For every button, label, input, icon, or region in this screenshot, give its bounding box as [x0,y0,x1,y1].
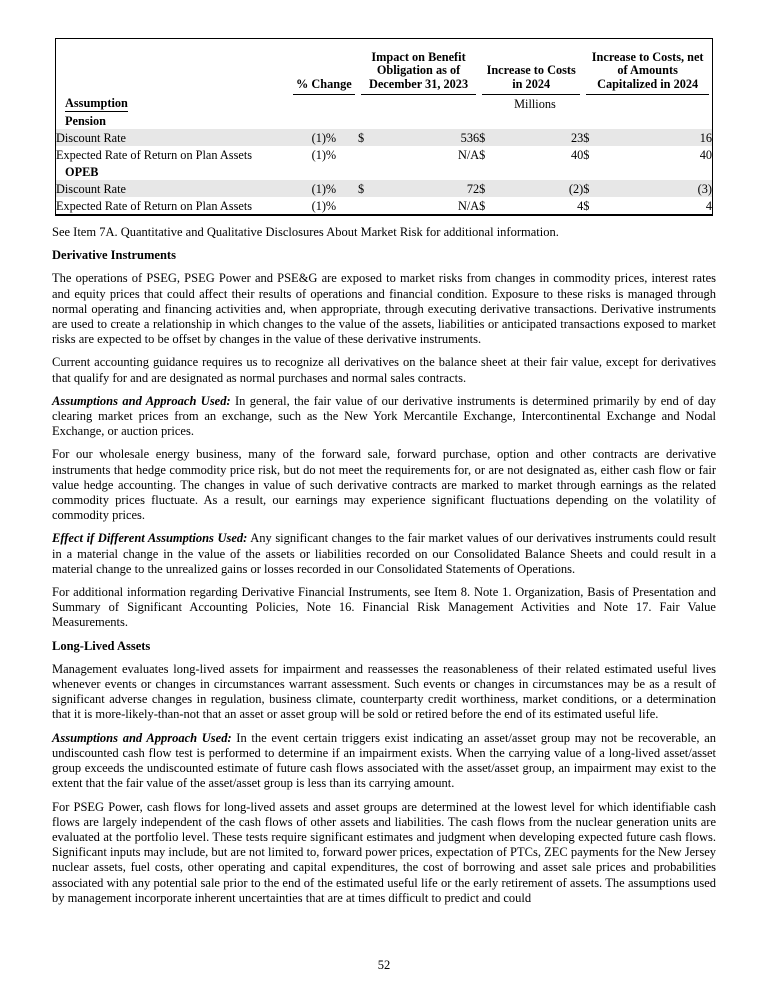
group-label: OPEB [65,165,99,179]
dollar-sign: $ [479,180,500,197]
dollar-sign: $ [583,180,606,197]
paragraph-lead: Effect if Different Assumptions Used: [52,531,248,546]
dollar-sign: $ [583,129,606,146]
note-see-item-7a: See Item 7A. Quantitative and Qualitative Disclosures About Market Risk for additional information. [52,225,559,239]
table-row-pension-discount-rate [56,129,713,146]
column-header-pct-change: % Change [293,78,355,95]
row-label: Discount Rate [56,180,290,197]
pct-change-value: (1)% [290,129,358,146]
assumption-label: Assumption [65,96,128,110]
header-impact [358,39,479,96]
table-group-row-opeb [56,163,713,180]
dollar-sign: $ [583,148,590,162]
pct-change-value: (1)% [290,180,358,197]
header-pct-change [290,39,358,96]
paragraph-assumptions-approach-derivatives [52,394,716,440]
dollar-sign: $ [583,199,590,213]
paragraph-text: In the event certain triggers exist indicating an asset/asset group may not be recoverable, an undiscounted cash flow test is performed to determine if an impairment exists. When the carrying value of a long-lived asset/asset group exceeds the undiscounted estimate of future cash flows associated with the asset/asset group, an impairment may exist to the extent that the fair value of the asset/asset group is less than its carrying amount. [52,730,716,791]
paragraph: For additional information regarding Derivative Financial Instruments, see Item 8. Note 1. Organization, Basis of Presentation and Summary of Significant Accounting Policies, Note 16. Financial Risk Management Activities and Note 17. Fair Value Measurements. [52,585,716,630]
group-label: Pension [65,114,106,128]
units-label: Millions [514,97,556,111]
increase-value: 23 [500,129,583,146]
header-assumption-spacer [56,39,290,96]
impact-value: N/A [457,199,480,213]
increase-net-value: 16 [606,129,712,146]
increase-value: (2) [500,180,583,197]
paragraph: For PSEG Power, cash flows for long-lived assets and asset groups are determined at the lowest level for which identifiable cash flows are largely independent of the cash flows of other assets and liabilities. The cash flows from the nuclear generation units are evaluated at the portfolio level. These tests require significant estimates and judgment when developing expected future cash flows. Significant inputs may include, but are not limited to, forward power prices, expectation of PTCs, ZEC payments for the New Jersey nuclear assets, fuel costs, other operating and capital expenditures, the cost of borrowing and asset sale prices and probabilities associated with any potential sale prior to the end of the estimated useful life or the early retirement of assets. The assumptions used by management incorporate inherent uncertainties that are at times difficult to predict and could [52,799,716,905]
header-increase-net [583,39,712,96]
table-header-row [56,39,713,96]
impact-value: 536 [380,129,479,146]
dollar-sign: $ [479,129,500,146]
dollar-sign [358,146,380,163]
impact-value: N/A [457,148,480,162]
paragraph-effect-different-assumptions [52,531,716,577]
assumption-table-section [55,0,713,216]
row-label: Expected Rate of Return on Plan Assets [56,148,253,162]
dollar-sign: $ [479,148,486,162]
increase-value: 4 [577,199,584,213]
pct-change-value: (1)% [311,199,337,213]
pct-change-value: (1)% [311,148,337,162]
paragraph: Management evaluates long-lived assets for impairment and reassesses the reasonableness of their related estimated useful lives whenever events or changes in circumstances warrant assessment. Such events or changes in circumstances may be as a result of significant adverse changes in regulation, business climate, counterparty credit worthiness, market conditions, or a determination that it is more-likely-than-not that an asset or asset group will be sold or retired before the end of its estimated useful life. [52,661,716,722]
table-row-opeb-discount-rate [56,180,713,197]
increase-net-value: 4 [705,199,712,213]
paragraph-text: Any significant changes to the fair market values of our derivatives instruments could result in a material change in the value of the assets or liabilities recorded on our Consolidated Balance Sheets and could result in a material change to the unrealized gains or losses recorded in our Consolidated Statements of Operations. [52,531,716,576]
column-header-impact: Impact on Benefit Obligation as of December 31, 2023 [361,51,476,95]
dollar-sign: $ [358,129,380,146]
page-number: 52 [377,958,391,972]
paragraph: The operations of PSEG, PSEG Power and PSE&G are exposed to market risks from changes in commodity prices, interest rates and equity prices that could affect their results of operations and financial condition. Exposure to these risks is managed through normal operating and financing activities and, when appropriate, through executing derivative transactions. Derivative instruments are used to create a relationship in which changes to the value of the assets, liabilities or anticipated transactions exposed to market risks are expected to be offset by changes in the value of these derivative instruments. [52,271,716,347]
column-header-increase: Increase to Costs in 2024 [482,64,580,95]
paragraph: For our wholesale energy business, many of the forward sale, forward purchase, option and other contracts are derivative instruments that hedge commodity price risk, but do not meet the requirements for, or are not designated as, either cash flow or fair value hedge accounting. The changes in value of such derivative contracts are marked to market through earnings as the related commodity prices fluctuate. As a result, our earnings may experience significant fluctuations depending on the volatility of commodity prices. [52,447,716,523]
table-group-row-pension [56,112,713,129]
table-row-pension-return-on-assets [56,146,713,163]
impact-value: 72 [380,180,479,197]
column-header-increase-net: Increase to Costs, net of Amounts Capitalized in 2024 [586,51,709,95]
row-label: Discount Rate [56,129,290,146]
dollar-sign: $ [479,199,486,213]
dollar-sign [358,197,380,215]
header-increase [479,39,583,96]
paragraph-lead: Assumptions and Approach Used: [52,730,232,745]
increase-value: 40 [570,148,584,162]
paragraph: Current accounting guidance requires us to recognize all derivatives on the balance sheet at their fair value, except for derivatives that qualify for and are designated as normal purchases and normal sales contracts. [52,355,716,385]
increase-net-value: 40 [699,148,712,162]
section-heading-long-lived-assets: Long-Lived Assets [52,638,151,653]
increase-net-value: (3) [606,180,712,197]
dollar-sign: $ [358,180,380,197]
table-units-row [56,95,713,112]
table-row-opeb-return-on-assets [56,197,713,215]
empty-cell [290,95,358,112]
assumption-sensitivity-table [55,38,713,216]
paragraph-assumptions-approach-long-lived [52,731,716,792]
paragraph-text: In general, the fair value of our derivative instruments is determined primarily by end of day clearing market prices from an exchange, such as the New York Mercantile Exchange, Intercontinental Exchange and Nodal Exchange, or auction prices. [52,393,716,439]
document-body [52,225,716,906]
assumption-label-cell [56,95,290,112]
section-heading-derivative-instruments: Derivative Instruments [52,248,176,263]
row-label: Expected Rate of Return on Plan Assets [56,199,253,213]
paragraph-lead: Assumptions and Approach Used: [52,393,231,408]
